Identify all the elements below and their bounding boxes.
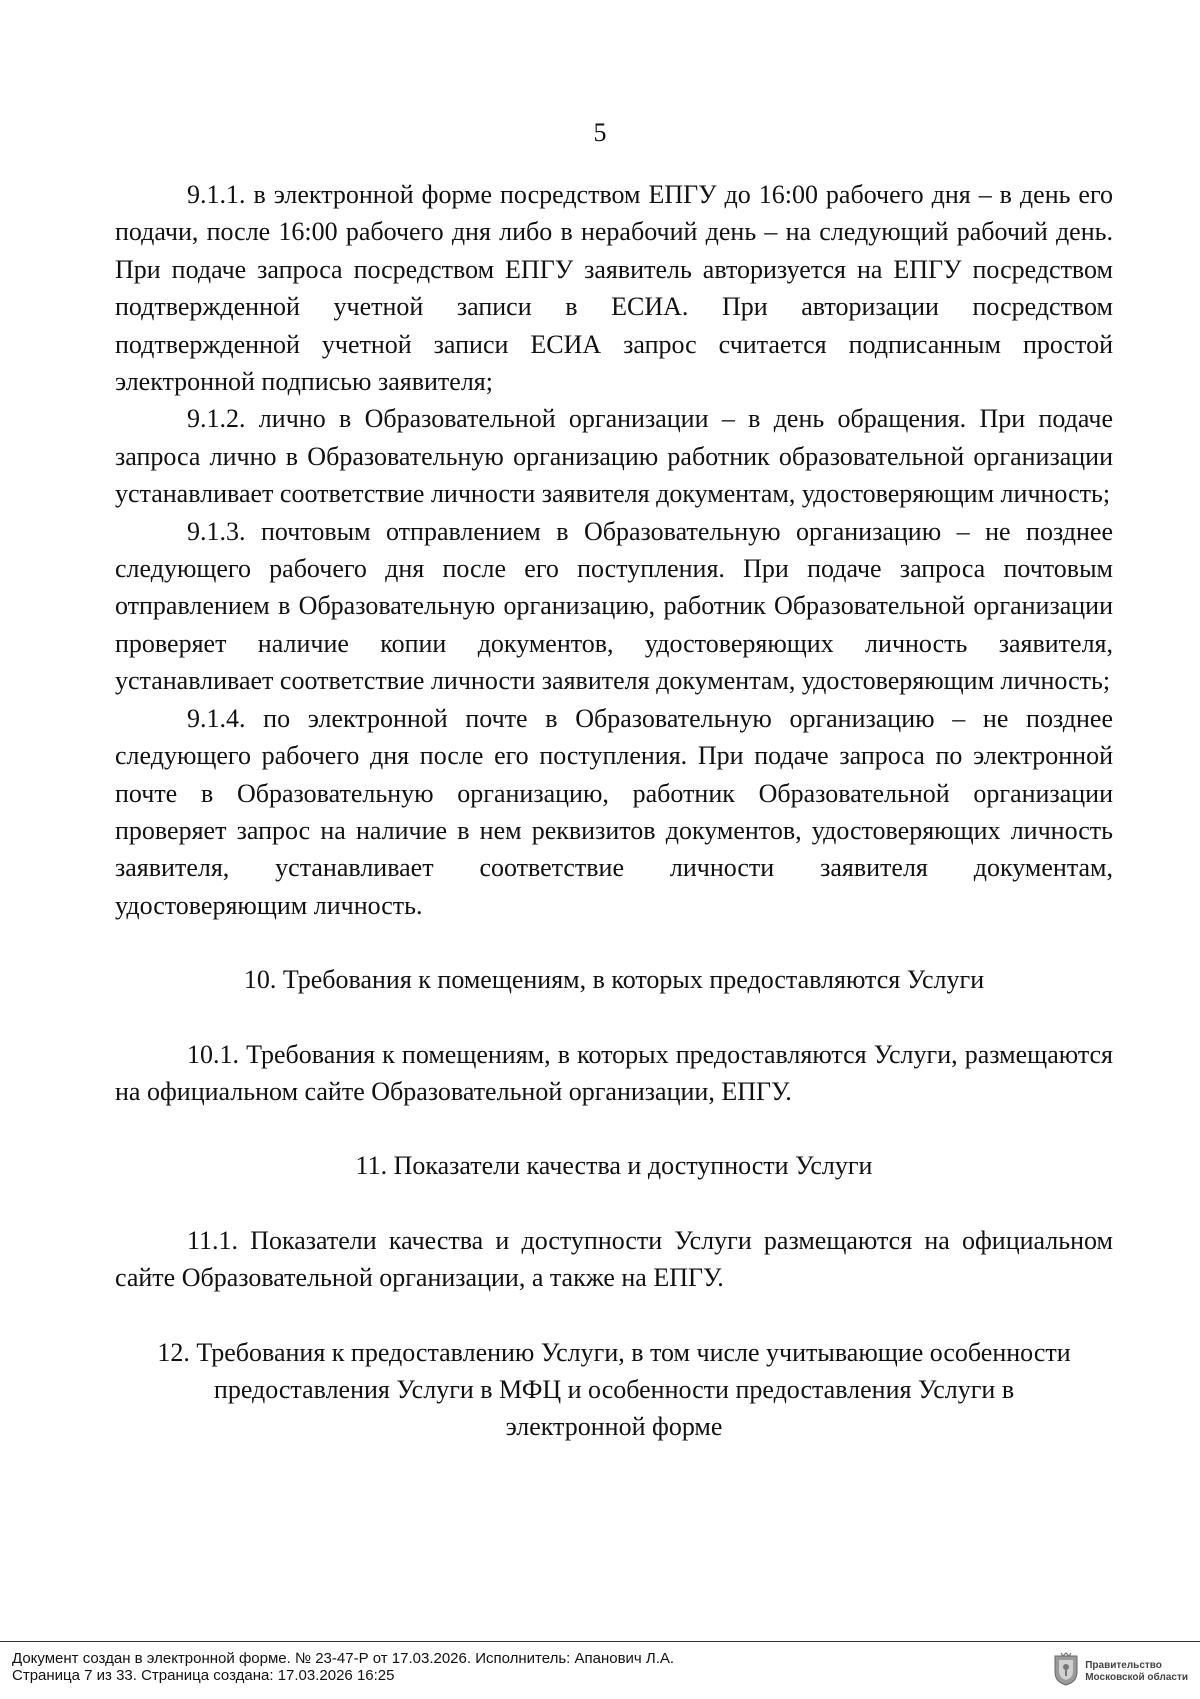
- spacer: [115, 924, 1113, 961]
- spacer: [115, 1185, 1113, 1222]
- spacer: [115, 999, 1113, 1036]
- paragraph-9-1-3: 9.1.3. почтовым отправлением в Образовательную организацию – не позднее следующего рабочего дня после его поступления. При подаче запроса почтовым отправлением в Образовательную организацию, работник Образовательной организации проверяет наличие копии документов, удостоверяющих личность заявителя, устанавливает соответствие личности заявителя документам, удостоверяющим личность;: [115, 516, 1113, 696]
- paragraph-9-1-1: 9.1.1. в электронной форме посредством ЕПГУ до 16:00 рабочего дня – в день его подачи, после 16:00 рабочего дня либо в нерабочий день – на следующий рабочий день. При подаче запроса посредством ЕПГУ заявитель авторизуется на ЕПГУ посредством подтвержденной учетной записи в ЕСИА. При авторизации посредством подтвержденной учетной записи ЕСИА запрос считается подписанным простой электронной подписью заявителя;: [115, 180, 1113, 397]
- logo-line-1: Правительство: [1085, 1659, 1162, 1671]
- logo-line-2: Московской области: [1085, 1671, 1188, 1683]
- moscow-region-coat-of-arms-icon: [1053, 1652, 1079, 1691]
- paragraph-11-1: 11.1. Показатели качества и доступности Услуги размещаются на официальном сайте Образовательной организации, а также на ЕПГУ.: [115, 1225, 1113, 1293]
- document-body: [115, 176, 1113, 1446]
- document-footer: [0, 1641, 1200, 1699]
- paragraph-9-1-2: 9.1.2. лично в Образовательной организации – в день обращения. При подаче запроса лично в Образовательную организацию работник образовательной организации устанавливает соответствие личности заявителя документам, удостоверяющим личность;: [115, 404, 1113, 509]
- paragraph-10-1: 10.1. Требования к помещениям, в которых предоставляются Услуги, размещаются на официальном сайте Образовательной организации, ЕПГУ.: [115, 1039, 1113, 1106]
- government-logo: [1053, 1652, 1188, 1691]
- section-heading-12: 12. Требования к предоставлению Услуги, в том числе учитывающие особенности предоставления Услуги в МФЦ и особенности предоставления Услуги в электронной форме: [157, 1337, 1071, 1442]
- spacer: [115, 1297, 1113, 1334]
- section-heading-11: 11. Показатели качества и доступности Услуги: [355, 1151, 873, 1181]
- footer-line-1: Документ создан в электронной форме. № 23-47-Р от 17.03.2026. Исполнитель: Апанович Л.А.: [12, 1650, 675, 1667]
- footer-line-2: Страница 7 из 33. Страница создана: 17.03.2026 16:25: [12, 1667, 395, 1684]
- section-heading-10: 10. Требования к помещениям, в которых предоставляются Услуги: [243, 965, 985, 995]
- footer-text: [12, 1650, 674, 1684]
- spacer: [115, 1110, 1113, 1147]
- logo-text: [1085, 1660, 1188, 1684]
- paragraph-9-1-4: 9.1.4. по электронной почте в Образовательную организацию – не позднее следующего рабочего дня после его поступления. При подаче запроса по электронной почте в Образовательную организацию, работник Образовательной организации проверяет запрос на наличие в нем реквизитов документов, удостоверяющих личность заявителя, устанавливает соответствие личности заявителя документам, удостоверяющим личность.: [115, 703, 1113, 920]
- page-number: 5: [593, 118, 607, 147]
